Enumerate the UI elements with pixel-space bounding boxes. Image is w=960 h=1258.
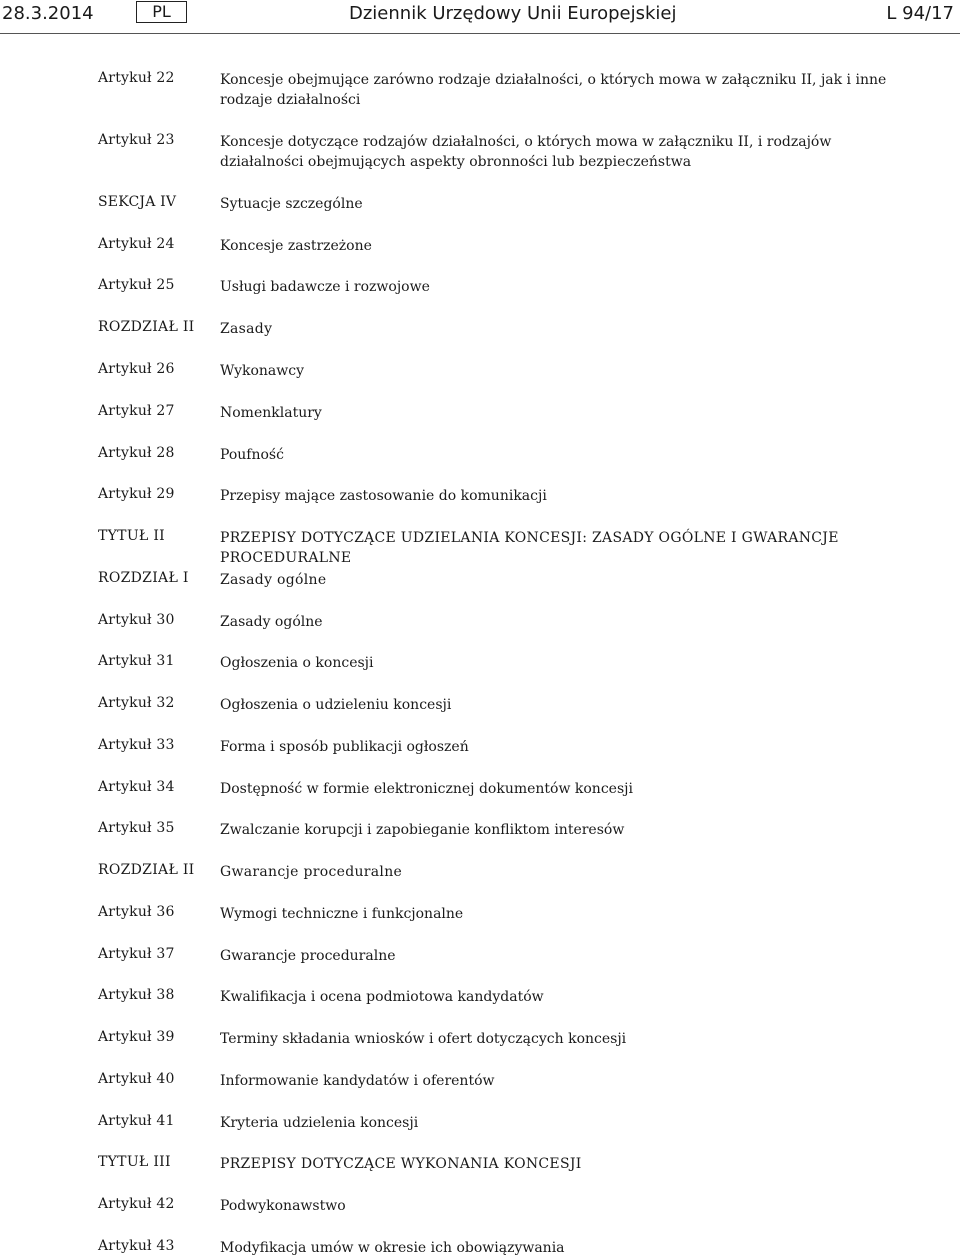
- toc-text: Podwykonawstwo: [220, 1198, 346, 1214]
- toc-text: Ogłoszenia o udzieleniu koncesji: [220, 697, 452, 713]
- toc-label: Artykuł 38: [98, 987, 175, 1003]
- toc-text: PRZEPISY DOTYCZĄCE WYKONANIA KONCESJI: [220, 1156, 582, 1172]
- toc-text: Sytuacje szczególne: [220, 196, 363, 212]
- language-badge: PL: [136, 1, 187, 23]
- toc-label: Artykuł 27: [98, 403, 175, 419]
- toc-label: Artykuł 41: [98, 1113, 175, 1129]
- toc-label: Artykuł 40: [98, 1071, 175, 1087]
- page-header: [0, 0, 960, 30]
- toc-label: TYTUŁ II: [98, 528, 165, 544]
- toc-label: ROZDZIAŁ I: [98, 570, 189, 586]
- toc-text: Gwarancje proceduralne: [220, 864, 403, 880]
- toc-label: ROZDZIAŁ II: [98, 862, 195, 878]
- toc-text: Zwalczanie korupcji i zapobieganie konfliktom interesów: [220, 822, 625, 838]
- toc-label: Artykuł 22: [98, 70, 175, 86]
- toc-label: SEKCJA IV: [98, 194, 177, 210]
- toc-label: Artykuł 36: [98, 904, 175, 920]
- toc-text: Usługi badawcze i rozwojowe: [220, 279, 430, 295]
- toc-label: Artykuł 43: [98, 1238, 175, 1254]
- toc-text: Informowanie kandydatów i oferentów: [220, 1073, 495, 1089]
- journal-title: Dziennik Urzędowy Unii Europejskiej: [349, 3, 677, 24]
- header-divider: [0, 33, 960, 34]
- toc-label: Artykuł 25: [98, 277, 175, 293]
- toc-label: Artykuł 23: [98, 132, 175, 148]
- toc-text: PRZEPISY DOTYCZĄCE UDZIELANIA KONCESJI: ZASADY OGÓLNE I GWARANCJE PROCEDURALNE: [220, 530, 839, 566]
- toc-text: Zasady ogólne: [220, 614, 323, 630]
- toc-text: Koncesje obejmujące zarówno rodzaje działalności, o których mowa w załączniku II, jak i inne rodzaje działalności: [220, 72, 887, 108]
- toc-label: Artykuł 37: [98, 946, 175, 962]
- publication-date: 28.3.2014: [2, 3, 94, 24]
- toc-text: Forma i sposób publikacji ogłoszeń: [220, 739, 469, 755]
- toc-text: Wymogi techniczne i funkcjonalne: [220, 906, 464, 922]
- toc-text: Modyfikacja umów w okresie ich obowiązywania: [220, 1240, 565, 1256]
- toc-text: Poufność: [220, 447, 284, 463]
- toc-text: Koncesje zastrzeżone: [220, 238, 372, 254]
- toc-text: Ogłoszenia o koncesji: [220, 655, 374, 671]
- toc-label: Artykuł 35: [98, 820, 175, 836]
- toc-label: Artykuł 34: [98, 779, 175, 795]
- toc-text: Wykonawcy: [220, 363, 304, 379]
- toc-text: Zasady: [220, 321, 273, 337]
- toc-text: Zasady ogólne: [220, 572, 327, 588]
- toc-label: Artykuł 31: [98, 653, 175, 669]
- toc-text: Nomenklatury: [220, 405, 322, 421]
- toc-label: Artykuł 33: [98, 737, 175, 753]
- toc-label: Artykuł 26: [98, 361, 175, 377]
- toc-text: Gwarancje proceduralne: [220, 948, 396, 964]
- toc-label: Artykuł 32: [98, 695, 175, 711]
- page-number: L 94/17: [886, 3, 954, 24]
- toc-text: Koncesje dotyczące rodzajów działalności, o których mowa w załączniku II, i rodzajów działalności obejmujących aspekty obronności lub bezpieczeństwa: [220, 134, 832, 170]
- toc-text: Kwalifikacja i ocena podmiotowa kandydatów: [220, 989, 544, 1005]
- toc-label: Artykuł 42: [98, 1196, 175, 1212]
- toc-text: Kryteria udzielenia koncesji: [220, 1115, 419, 1131]
- toc-label: Artykuł 24: [98, 236, 175, 252]
- toc-text: Dostępność w formie elektronicznej dokumentów koncesji: [220, 781, 633, 797]
- toc-label: Artykuł 29: [98, 486, 175, 502]
- toc-label: Artykuł 28: [98, 445, 175, 461]
- toc-text: Przepisy mające zastosowanie do komunikacji: [220, 488, 547, 504]
- toc-label: TYTUŁ III: [98, 1154, 171, 1170]
- toc-label: Artykuł 39: [98, 1029, 175, 1045]
- toc-label: ROZDZIAŁ II: [98, 319, 195, 335]
- toc-text: Terminy składania wniosków i ofert dotyczących koncesji: [220, 1031, 627, 1047]
- toc-label: Artykuł 30: [98, 612, 175, 628]
